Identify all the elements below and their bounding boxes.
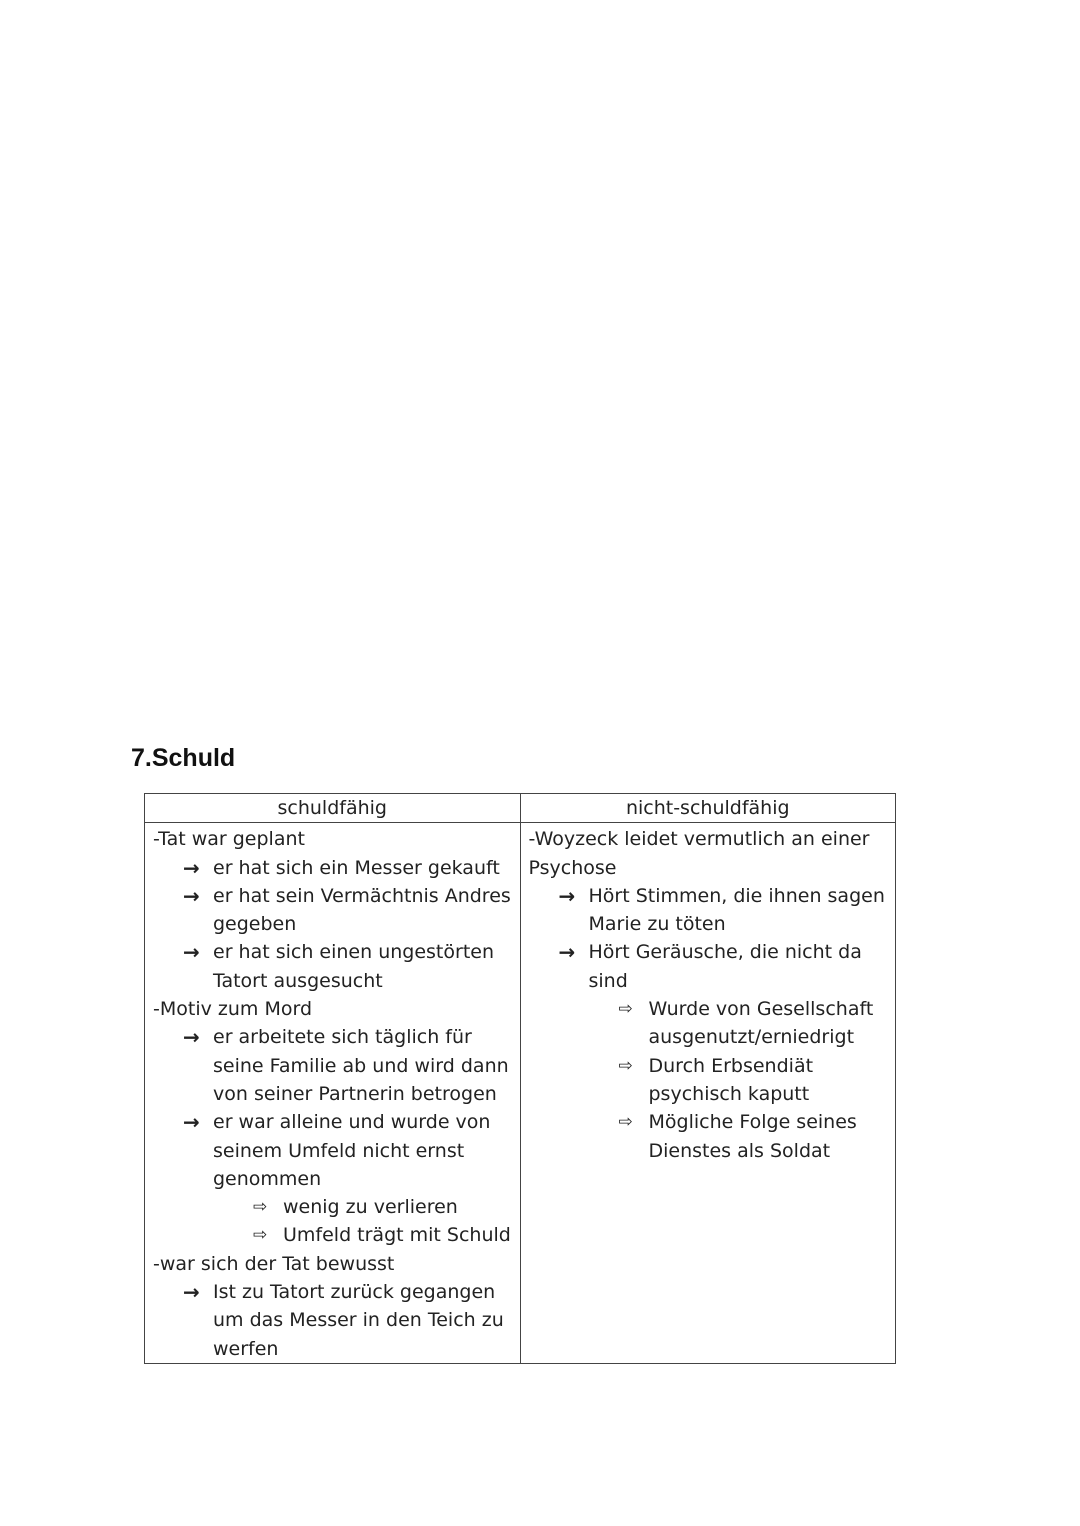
list-item xyxy=(153,1193,512,1221)
item-text: -Motiv zum Mord xyxy=(153,998,313,1021)
arrow-right-icon: → xyxy=(183,1025,200,1050)
list-item xyxy=(153,854,512,882)
item-text: er war alleine und wurde von seinem Umfeld nicht ernst genommen xyxy=(213,1111,491,1190)
list-item xyxy=(529,1108,888,1165)
header-nicht-schuldfaehig: nicht-schuldfähig xyxy=(520,794,896,823)
list-item xyxy=(529,1052,888,1109)
arrow-right-icon: → xyxy=(183,1110,200,1135)
item-text: Hört Stimmen, die ihnen sagen Marie zu töten xyxy=(588,884,885,936)
list-item xyxy=(153,825,512,853)
item-text: Hört Geräusche, die nicht da sind xyxy=(588,941,862,992)
section-title: 7.Schuld xyxy=(131,744,236,772)
list-item xyxy=(153,1108,512,1193)
list-item xyxy=(153,1023,512,1108)
list-item xyxy=(153,1221,512,1249)
arrow-right-icon: → xyxy=(558,883,576,908)
item-text: wenig zu verlieren xyxy=(283,1196,458,1219)
list-item xyxy=(153,995,512,1023)
hollow-arrow-right-icon: ⇨ xyxy=(618,1055,633,1076)
list-item xyxy=(153,882,512,939)
arrow-right-icon: → xyxy=(183,1280,200,1305)
item-text: Durch Erbsendiät psychisch kaputt xyxy=(648,1054,814,1105)
item-text: Ist zu Tatort zurück gegangen um das Messer in den Teich zu werfen xyxy=(213,1281,504,1360)
list-item xyxy=(529,825,888,882)
list-item xyxy=(529,938,888,995)
header-schuldfaehig: schuldfähig xyxy=(145,794,521,823)
column-schuldfaehig xyxy=(145,823,521,1364)
list-item xyxy=(529,882,888,939)
item-text: er hat sich einen ungestörten Tatort ausgesucht xyxy=(213,941,495,992)
item-text: -Tat war geplant xyxy=(153,828,305,851)
item-text: -Woyzeck leidet vermutlich an einer Psychose xyxy=(528,828,870,879)
list-item xyxy=(153,938,512,995)
list-item xyxy=(153,1278,512,1363)
guilt-comparison-table xyxy=(144,793,896,1364)
hollow-arrow-right-icon: ⇨ xyxy=(618,1112,633,1133)
item-text: er hat sein Vermächtnis Andres gegeben xyxy=(213,884,511,936)
arrow-right-icon: → xyxy=(183,940,200,965)
item-text: Umfeld trägt mit Schuld xyxy=(283,1224,511,1247)
item-text: er hat sich ein Messer gekauft xyxy=(213,856,500,879)
item-text: Wurde von Gesellschaft ausgenutzt/erniedrigt xyxy=(648,998,874,1049)
arrow-right-icon: → xyxy=(183,855,200,880)
item-text: Mögliche Folge seines Dienstes als Soldat xyxy=(648,1111,857,1162)
hollow-arrow-right-icon: ⇨ xyxy=(253,1225,268,1246)
item-text: er arbeitete sich täglich für seine Familie ab und wird dann von seiner Partnerin betrogen xyxy=(213,1026,509,1105)
arrow-right-icon: → xyxy=(558,940,576,965)
hollow-arrow-right-icon: ⇨ xyxy=(618,999,633,1020)
table-body-row xyxy=(145,823,896,1364)
list-item xyxy=(529,995,888,1052)
hollow-arrow-right-icon: ⇨ xyxy=(253,1197,268,1218)
item-text: -war sich der Tat bewusst xyxy=(153,1252,395,1275)
column-nicht-schuldfaehig xyxy=(520,823,896,1364)
arrow-right-icon: → xyxy=(183,883,200,908)
table-header-row xyxy=(145,794,896,823)
list-item xyxy=(153,1250,512,1278)
